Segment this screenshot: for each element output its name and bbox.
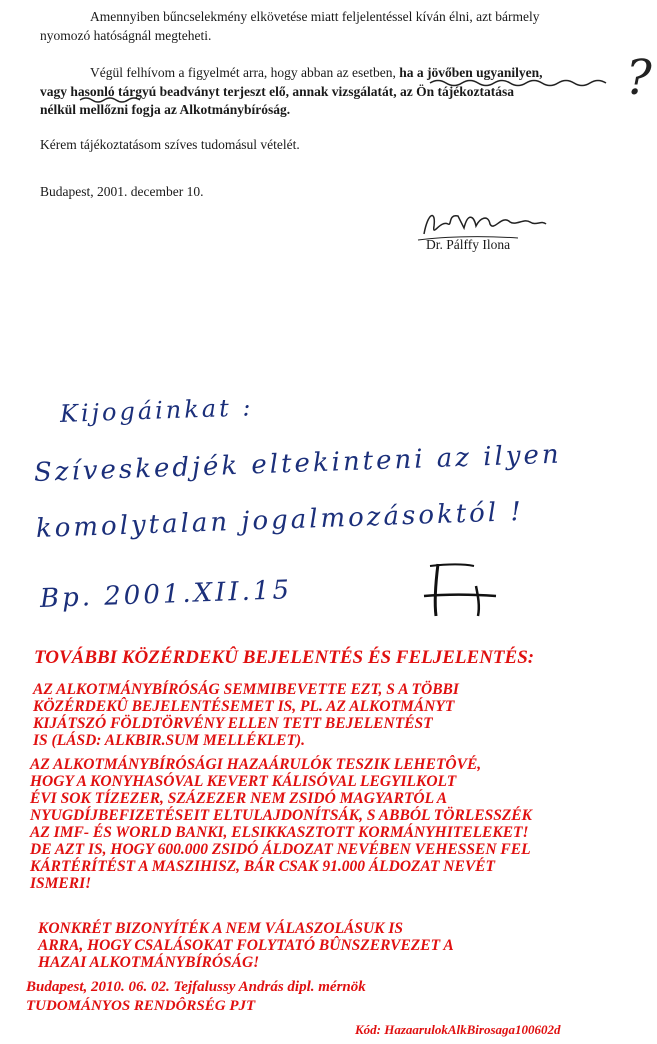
notice-code: Kód: HazaarulokAlkBirosaga100602d [355,1022,561,1037]
notice-paragraph-3 [38,920,454,971]
letter-place-date: Budapest, 2001. december 10. [40,184,204,199]
notice-p2-line: HOGY A KONYHASÓVAL KEVERT KÁLISÓVAL LEGYILKOLT [30,773,457,790]
notice-p3-line: ARRA, HOGY CSALÁSOKAT FOLYTATÓ BÛNSZERVEZET A [38,937,454,954]
notice-p1-line: KIJÁTSZÓ FÖLDTÖRVÉNY ELLEN TETT BEJELENTÉST [33,715,433,732]
letter-para3: Kérem tájékoztatásom szíves tudomásul vételét. [40,137,300,152]
notice-p1-line: IS (LÁSD: ALKBIR.SUM MELLÉKLET). [33,732,306,749]
letter-para2-line1-b: ha a jövőben ugyanilyen, [399,65,543,80]
notice-p1-line: AZ ALKOTMÁNYBÍRÓSÁG SEMMIBEVETTE EZT, S A TÖBBI [33,681,459,698]
handwritten-underline-2 [80,96,140,104]
notice-p2-line: AZ ALKOTMÁNYBÍRÓSÁGI HAZAÁRULÓK TESZIK LEHETÔVÉ, [30,756,482,773]
handwritten-line3: komolytalan jogalmozásoktól ! [35,496,525,544]
letter-para2-line3: nélkül mellőzni fogja az Alkotmánybíróság. [40,102,291,117]
handwritten-line4: Bp. 2001.XII.15 [39,575,293,614]
notice-paragraph-1 [33,681,459,749]
notice-organization: TUDOMÁNYOS RENDÔRSÉG PJT [26,998,256,1014]
notice-p2-line: ÉVI SOK TÍZEZER, SZÁZEZER NEM ZSIDÓ MAGYARTÓL A [30,790,448,807]
notice-p2-line: AZ IMF- ÉS WORLD BANKI, ELSIKKASZTOTT KORMÁNYHITELEKET! [30,824,529,841]
letter-para1-line1: Amennyiben bűncselekmény elkövetése miatt feljelentéssel kíván élni, azt bármely [90,9,540,24]
notice-p1-line: KÖZÉRDEKÛ BEJELENTÉSEMET IS, PL. AZ ALKOTMÁNYT [33,698,455,715]
handwritten-line2: Szíveskedjék eltekinteni az ilyen [33,439,563,488]
notice-p2-line: NYUGDÍJBEFIZETÉSEIT ELTULAJDONÍTSÁK, S ABBÓL TÖRLESSZÉK [30,807,532,824]
letter-para2-line2: vagy hasonló tárgyú beadványt terjeszt elő, annak vizsgálatát, az Ön tájékoztatása [40,84,514,99]
notice-p3-line: KONKRÉT BIZONYÍTÉK A NEM VÁLASZOLÁSUK IS [38,920,404,937]
notice-p2-line: ISMERI! [30,875,92,892]
notice-p2-line: DE AZT IS, HOGY 600.000 ZSIDÓ ÁLDOZAT NEVÉBEN VEHESSEN FEL [30,841,531,858]
letter-para2-line1-a: Végül felhívom a figyelmét arra, hogy abban az esetben, [90,65,400,80]
handwritten-line1: Kijogáinkat : [59,393,254,428]
notice-heading: TOVÁBBI KÖZÉRDEKÛ BEJELENTÉS ÉS FELJELENTÉS: [34,647,535,668]
letter-para1-line2: nyomozó hatóságnál megteheti. [40,28,212,43]
handwritten-underline [430,78,610,88]
notice-p3-line: HAZAI ALKOTMÁNYBÍRÓSÁG! [38,954,260,971]
handwritten-initials [418,560,498,620]
margin-question-mark: ? [626,50,652,106]
notice-signature-line: Budapest, 2010. 06. 02. Tejfalussy András dipl. mérnök [26,979,366,995]
notice-paragraph-2 [30,756,532,892]
notice-p2-line: KÁRTÉRÍTÉST A MASZIHISZ, BÁR CSAK 91.000 ÁLDOZAT NEVÉT [30,858,495,875]
signatory-name: Dr. Pálffy Ilona [426,237,511,252]
